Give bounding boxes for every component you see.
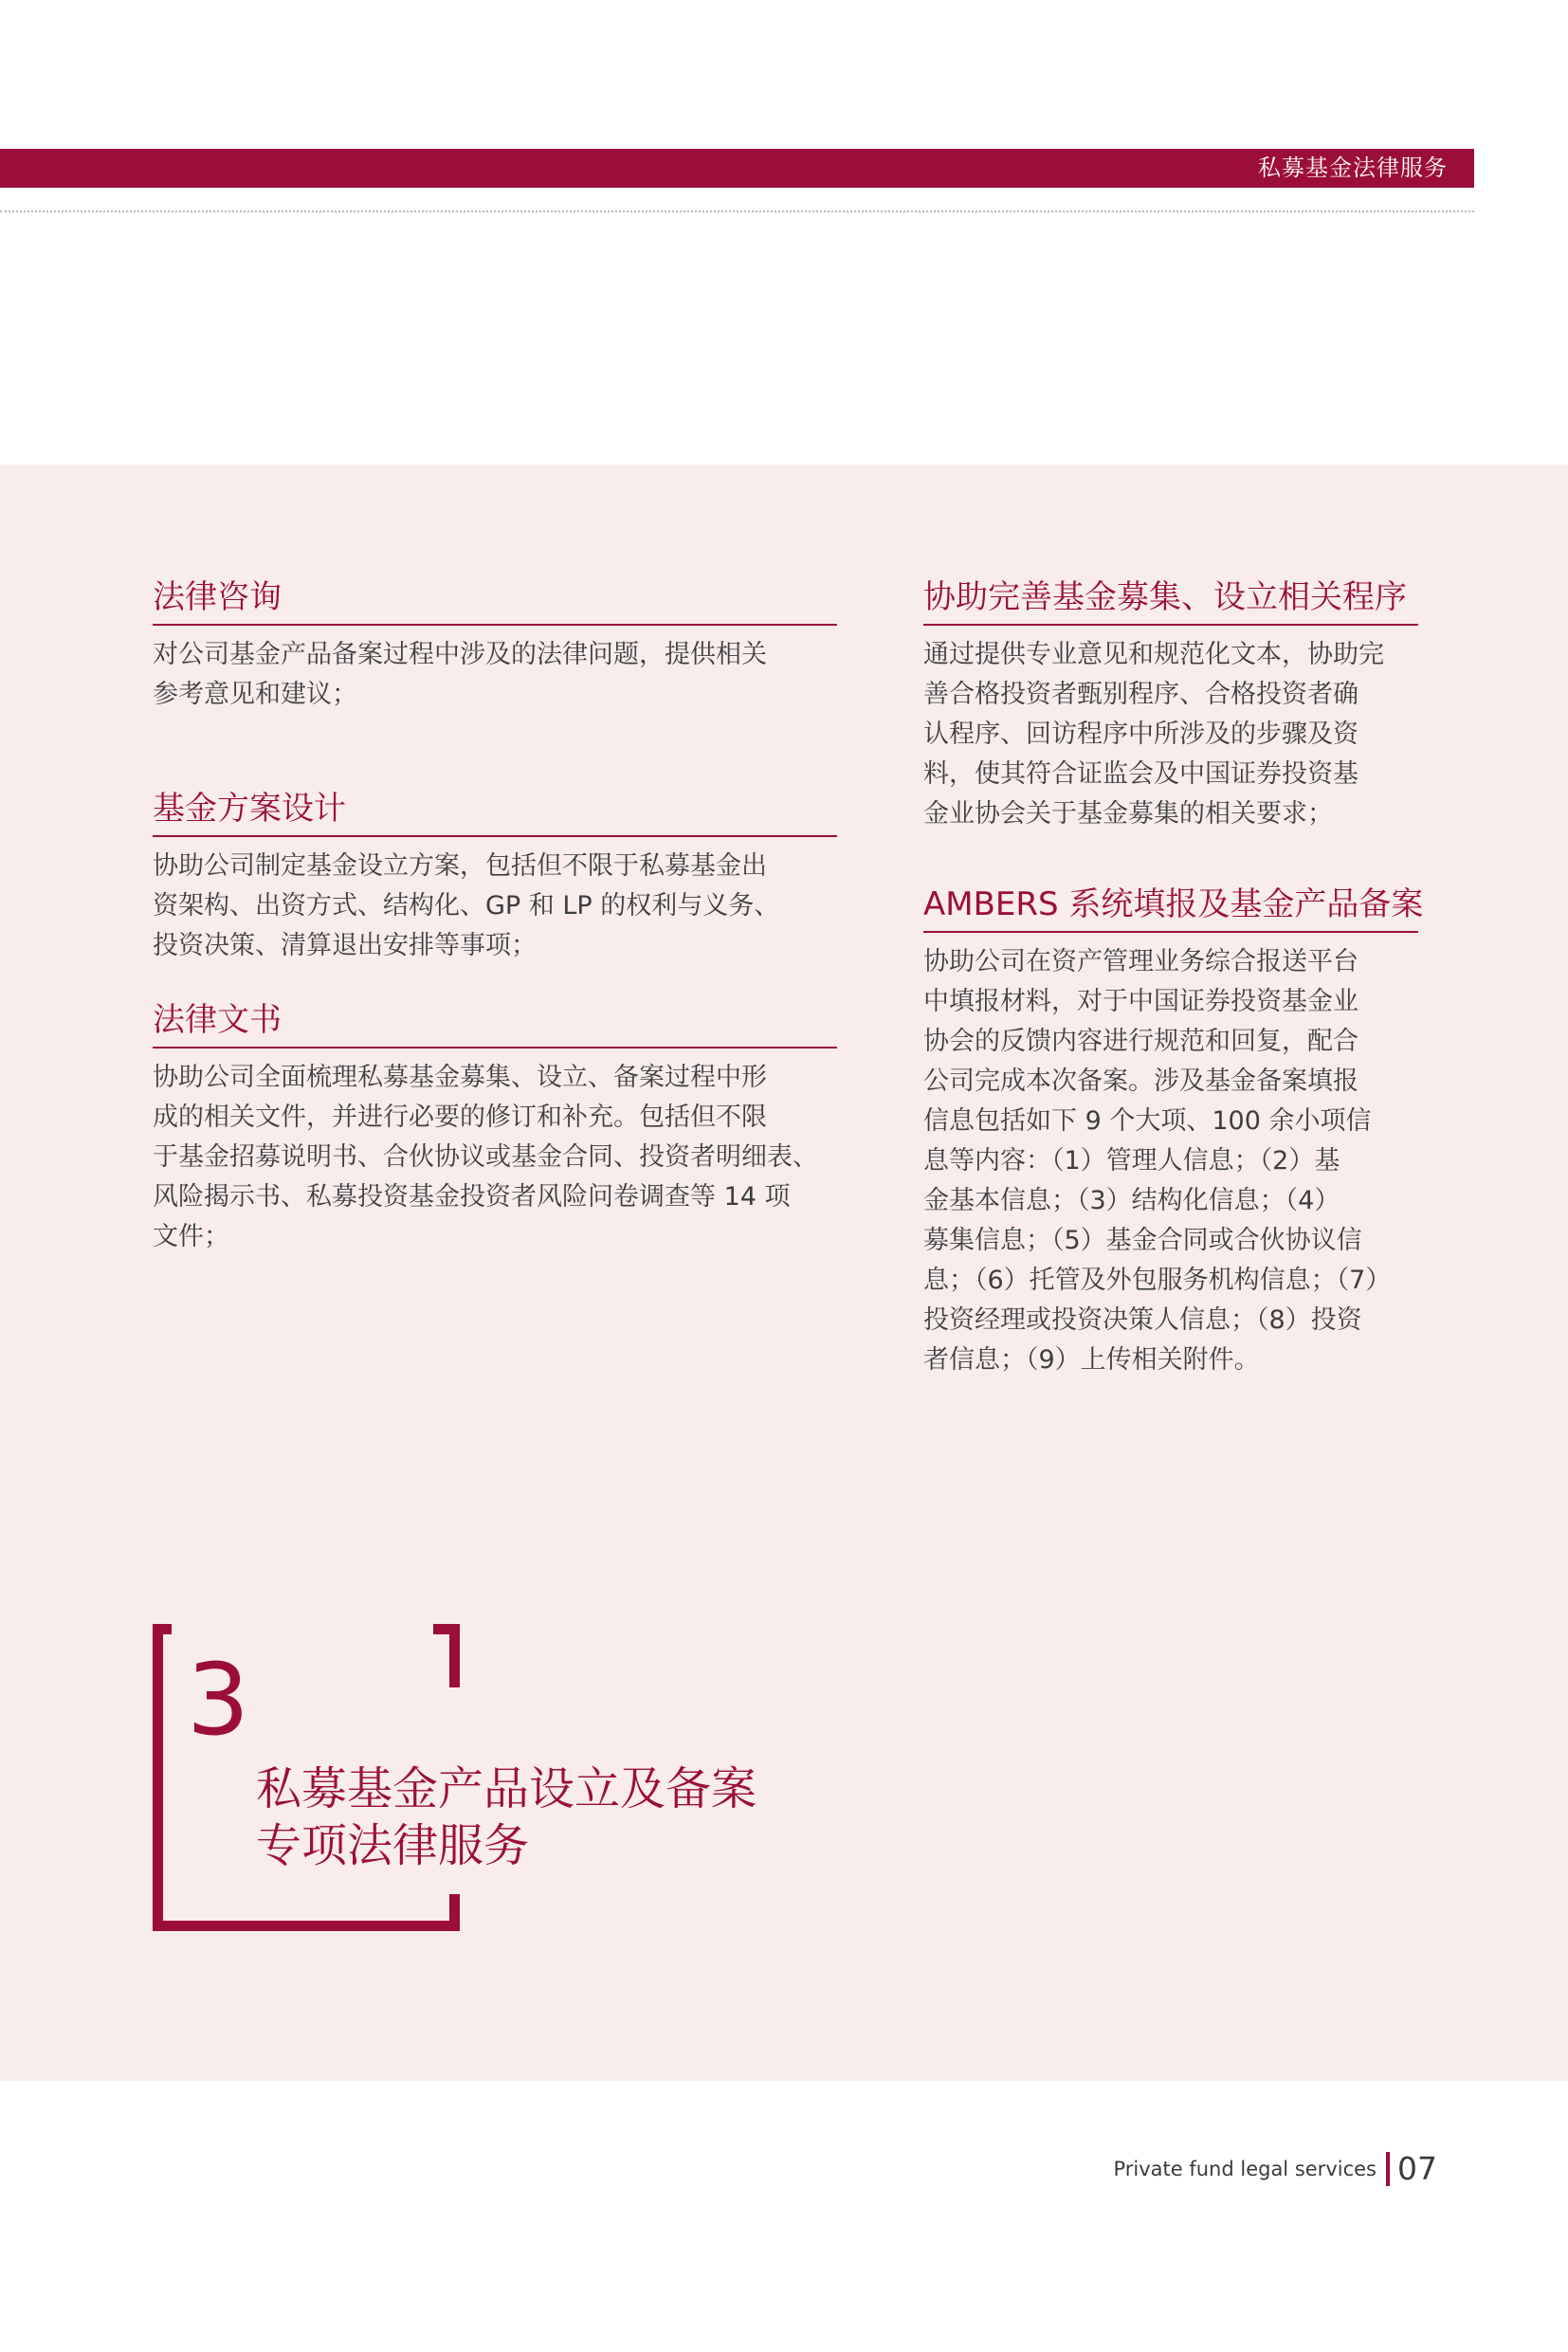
body-line: 善合格投资者甄别程序、合格投资者确 (923, 680, 1358, 709)
section-body (153, 847, 837, 966)
body-line: 金基本信息；（3）结构化信息；（4） (923, 1186, 1340, 1215)
section-ambers-filing (923, 884, 1424, 1380)
body-line: 金业协会关于基金募集的相关要求； (923, 799, 1333, 829)
section-body (923, 942, 1418, 1380)
body-line: 投资经理或投资决策人信息；（8）投资 (923, 1305, 1362, 1335)
body-line: 公司完成本次备案。涉及基金备案填报 (923, 1067, 1358, 1096)
section-legal-consulting (153, 576, 837, 715)
section-body (923, 635, 1418, 834)
body-line: 募集信息；（5）基金合同或合伙协议信 (923, 1226, 1362, 1255)
section-body (153, 1058, 837, 1257)
body-line: 协助公司全面梳理私募基金募集、设立、备案过程中形 (153, 1063, 767, 1092)
body-line: 协会的反馈内容进行规范和回复，配合 (923, 1027, 1358, 1056)
header-band (0, 149, 1474, 188)
body-line: 成的相关文件，并进行必要的修订和补充。包括但不限 (153, 1103, 767, 1132)
body-line: 风险揭示书、私募投资基金投资者风险问卷调查等 14 项 (153, 1182, 791, 1212)
body-line: 息等内容：（1）管理人信息；（2）基 (923, 1146, 1340, 1176)
body-line: 认程序、回访程序中所涉及的步骤及资 (923, 720, 1358, 749)
section-title-line: 私募基金产品设立及备案 (256, 1762, 757, 1815)
body-line: 对公司基金产品备案过程中涉及的法律问题，提供相关 (153, 640, 767, 669)
page-footer (1113, 2150, 1437, 2188)
body-line: 者信息；（9）上传相关附件。 (923, 1345, 1260, 1375)
body-line: 息；（6）托管及外包服务机构信息；（7） (923, 1266, 1392, 1295)
header-dotted-rule (0, 210, 1474, 212)
body-line: 文件； (153, 1222, 229, 1251)
section-legal-documents (153, 999, 837, 1257)
section-fundraising-procedures (923, 576, 1418, 834)
section-heading: 法律咨询 (153, 576, 837, 626)
section-title-line: 专项法律服务 (256, 1819, 530, 1872)
body-line: 协助公司在资产管理业务综合报送平台 (923, 947, 1358, 976)
body-line: 于基金招募说明书、合伙协议或基金合同、投资者明细表、 (153, 1142, 818, 1172)
body-line: 投资决策、清算退出安排等事项； (153, 931, 537, 960)
page-number: 07 (1397, 2150, 1437, 2187)
section-badge-frame-gap (172, 1624, 433, 1634)
footer-text: Private fund legal services (1113, 2158, 1377, 2180)
section-number: 3 (187, 1642, 250, 1758)
body-line: 通过提供专业意见和规范化文本，协助完 (923, 640, 1384, 669)
section-heading: 协助完善基金募集、设立相关程序 (923, 576, 1418, 626)
section-title (256, 1760, 757, 1874)
header-band-label: 私募基金法律服务 (1258, 155, 1448, 181)
section-heading: 基金方案设计 (153, 788, 837, 837)
body-line: 料，使其符合证监会及中国证券投资基 (923, 759, 1358, 789)
body-line: 资架构、出资方式、结构化、GP 和 LP 的权利与义务、 (153, 891, 780, 921)
section-heading: 法律文书 (153, 999, 837, 1048)
footer-divider (1386, 2152, 1390, 2186)
section-heading: AMBERS 系统填报及基金产品备案 (923, 884, 1418, 933)
body-line: 参考意见和建议； (153, 680, 357, 709)
body-line: 中填报材料，对于中国证券投资基金业 (923, 987, 1358, 1016)
body-line: 协助公司制定基金设立方案，包括但不限于私募基金出 (153, 851, 767, 881)
body-line: 信息包括如下 9 个大项、100 余小项信 (923, 1106, 1372, 1136)
section-fund-scheme-design (153, 788, 837, 966)
section-body (153, 635, 837, 715)
